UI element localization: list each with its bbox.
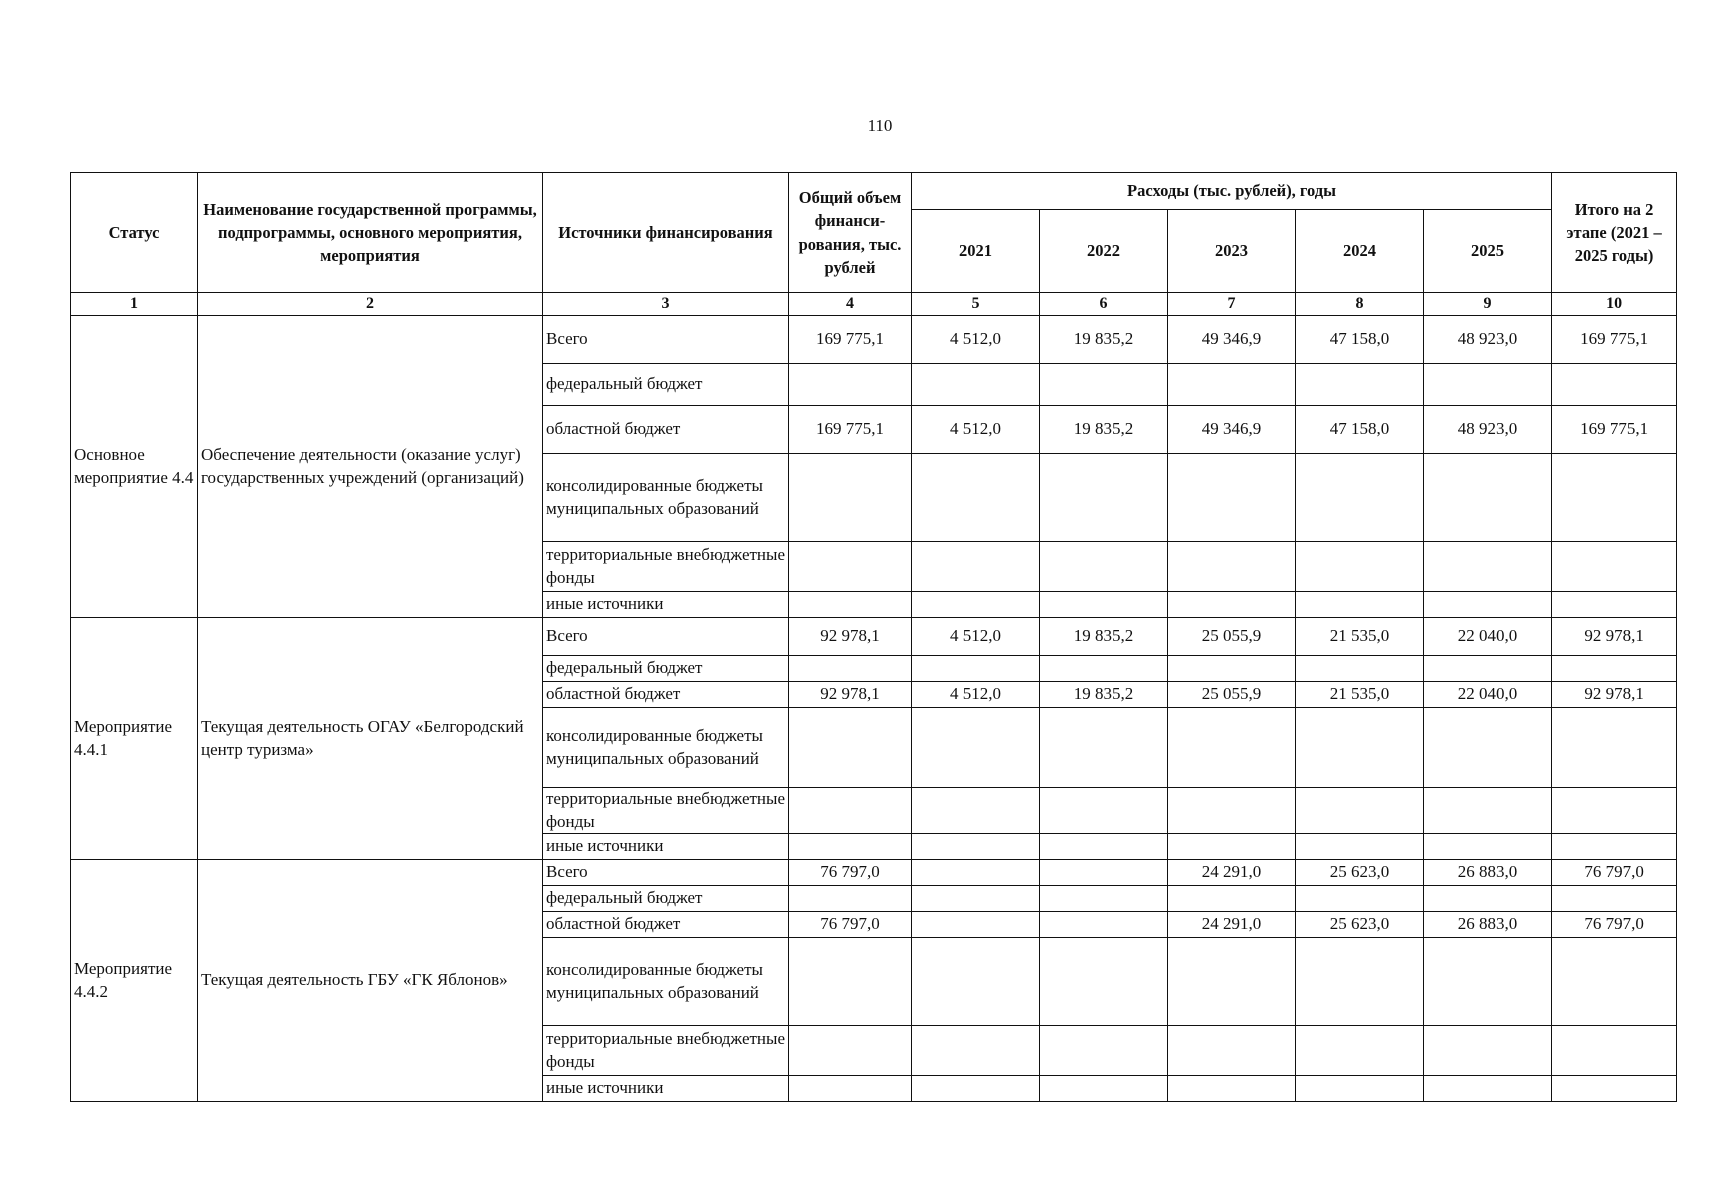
year-2025-cell — [1424, 656, 1552, 682]
column-number: 3 — [543, 293, 789, 316]
budget-table — [70, 172, 1677, 1102]
total-cell: 76 797,0 — [789, 860, 912, 886]
year-2022-cell — [1040, 912, 1168, 938]
year-2021-cell — [912, 860, 1040, 886]
year-2023-cell — [1168, 1026, 1296, 1076]
year-2021-cell — [912, 592, 1040, 618]
total-cell — [789, 454, 912, 542]
year-2025-cell — [1424, 788, 1552, 834]
year-2025-cell — [1424, 708, 1552, 788]
year-2025-cell: 26 883,0 — [1424, 912, 1552, 938]
year-2022-cell — [1040, 454, 1168, 542]
year-2023-cell: 24 291,0 — [1168, 912, 1296, 938]
table-row — [71, 860, 1677, 886]
year-2023-cell — [1168, 542, 1296, 592]
year-2025-cell — [1424, 834, 1552, 860]
year-2022-cell — [1040, 542, 1168, 592]
column-number: 5 — [912, 293, 1040, 316]
year-2024-cell — [1296, 1026, 1424, 1076]
year-2023-cell: 49 346,9 — [1168, 406, 1296, 454]
year-2023-cell — [1168, 656, 1296, 682]
status-cell: Мероприятие 4.4.1 — [71, 618, 198, 860]
stage-total-cell: 169 775,1 — [1552, 316, 1677, 364]
table-row — [71, 316, 1677, 364]
year-2022-cell — [1040, 364, 1168, 406]
funding-source-cell: консолидированные бюджеты муниципальных образований — [543, 454, 789, 542]
stage-total-cell — [1552, 886, 1677, 912]
stage-total-cell — [1552, 542, 1677, 592]
year-2022-cell: 19 835,2 — [1040, 406, 1168, 454]
year-2024-cell — [1296, 592, 1424, 618]
column-number: 10 — [1552, 293, 1677, 316]
year-2025-cell — [1424, 454, 1552, 542]
stage-total-cell — [1552, 592, 1677, 618]
year-2022-cell — [1040, 860, 1168, 886]
year-2024-cell: 47 158,0 — [1296, 406, 1424, 454]
stage-total-cell: 76 797,0 — [1552, 912, 1677, 938]
total-cell: 92 978,1 — [789, 618, 912, 656]
funding-source-cell: иные источники — [543, 1076, 789, 1102]
year-2024-cell: 25 623,0 — [1296, 912, 1424, 938]
funding-source-cell: консолидированные бюджеты муниципальных образований — [543, 938, 789, 1026]
column-number: 4 — [789, 293, 912, 316]
total-cell — [789, 592, 912, 618]
program-name-cell: Обеспечение деятельности (оказание услуг) государственных учреждений (организаций) — [198, 316, 543, 618]
year-2021-cell — [912, 708, 1040, 788]
column-number: 6 — [1040, 293, 1168, 316]
stage-total-cell — [1552, 1076, 1677, 1102]
header-year: 2025 — [1424, 210, 1552, 293]
stage-total-cell: 92 978,1 — [1552, 618, 1677, 656]
year-2025-cell — [1424, 542, 1552, 592]
year-2021-cell: 4 512,0 — [912, 682, 1040, 708]
year-2022-cell — [1040, 656, 1168, 682]
year-2025-cell: 22 040,0 — [1424, 682, 1552, 708]
year-2022-cell — [1040, 834, 1168, 860]
funding-source-cell: территориальные внебюджетные фонды — [543, 788, 789, 834]
year-2025-cell — [1424, 886, 1552, 912]
status-cell: Основное мероприятие 4.4 — [71, 316, 198, 618]
year-2025-cell: 22 040,0 — [1424, 618, 1552, 656]
year-2024-cell: 21 535,0 — [1296, 618, 1424, 656]
year-2025-cell — [1424, 592, 1552, 618]
page-number: 110 — [867, 116, 893, 135]
year-2023-cell — [1168, 1076, 1296, 1102]
year-2023-cell: 25 055,9 — [1168, 682, 1296, 708]
total-cell — [789, 1076, 912, 1102]
stage-total-cell — [1552, 708, 1677, 788]
total-cell — [789, 708, 912, 788]
year-2021-cell: 4 512,0 — [912, 618, 1040, 656]
stage-total-cell: 92 978,1 — [1552, 682, 1677, 708]
year-2022-cell — [1040, 788, 1168, 834]
funding-source-cell: Всего — [543, 316, 789, 364]
year-2024-cell: 25 623,0 — [1296, 860, 1424, 886]
stage-total-cell — [1552, 454, 1677, 542]
stage-total-cell: 169 775,1 — [1552, 406, 1677, 454]
header-expenses-group: Расходы (тыс. рублей), годы — [912, 173, 1552, 210]
table-body — [71, 316, 1677, 1102]
total-cell: 92 978,1 — [789, 682, 912, 708]
year-2025-cell — [1424, 938, 1552, 1026]
column-number: 1 — [71, 293, 198, 316]
total-cell — [789, 656, 912, 682]
year-2024-cell — [1296, 656, 1424, 682]
funding-source-cell: областной бюджет — [543, 682, 789, 708]
header-row-top — [71, 173, 1677, 210]
year-2021-cell: 4 512,0 — [912, 316, 1040, 364]
year-2024-cell — [1296, 938, 1424, 1026]
year-2022-cell: 19 835,2 — [1040, 682, 1168, 708]
year-2025-cell — [1424, 1026, 1552, 1076]
year-2023-cell: 25 055,9 — [1168, 618, 1296, 656]
column-number-row — [71, 293, 1677, 316]
year-2022-cell — [1040, 886, 1168, 912]
year-2023-cell — [1168, 592, 1296, 618]
year-2025-cell — [1424, 364, 1552, 406]
column-number: 7 — [1168, 293, 1296, 316]
year-2022-cell — [1040, 708, 1168, 788]
stage-total-cell — [1552, 938, 1677, 1026]
stage-total-cell: 76 797,0 — [1552, 860, 1677, 886]
header-year: 2023 — [1168, 210, 1296, 293]
column-number: 2 — [198, 293, 543, 316]
total-cell: 169 775,1 — [789, 406, 912, 454]
funding-source-cell: иные источники — [543, 834, 789, 860]
year-2022-cell: 19 835,2 — [1040, 316, 1168, 364]
year-2023-cell — [1168, 886, 1296, 912]
funding-source-cell: федеральный бюджет — [543, 656, 789, 682]
header-name: Наименование государственной программы, подпрограммы, основного мероприятия, мероприятия — [198, 173, 543, 293]
year-2025-cell — [1424, 1076, 1552, 1102]
year-2021-cell — [912, 886, 1040, 912]
header-year: 2024 — [1296, 210, 1424, 293]
year-2024-cell: 47 158,0 — [1296, 316, 1424, 364]
total-cell: 169 775,1 — [789, 316, 912, 364]
total-cell — [789, 542, 912, 592]
year-2024-cell — [1296, 1076, 1424, 1102]
year-2021-cell — [912, 938, 1040, 1026]
funding-source-cell: территориальные внебюджетные фонды — [543, 1026, 789, 1076]
year-2024-cell — [1296, 364, 1424, 406]
stage-total-cell — [1552, 788, 1677, 834]
year-2021-cell — [912, 454, 1040, 542]
year-2021-cell — [912, 656, 1040, 682]
year-2021-cell: 4 512,0 — [912, 406, 1040, 454]
year-2023-cell — [1168, 788, 1296, 834]
year-2024-cell — [1296, 454, 1424, 542]
funding-source-cell: консолидированные бюджеты муниципальных образований — [543, 708, 789, 788]
year-2021-cell — [912, 364, 1040, 406]
header-status: Статус — [71, 173, 198, 293]
year-2024-cell — [1296, 886, 1424, 912]
total-cell — [789, 886, 912, 912]
funding-source-cell: федеральный бюджет — [543, 886, 789, 912]
year-2022-cell — [1040, 938, 1168, 1026]
year-2021-cell — [912, 542, 1040, 592]
stage-total-cell — [1552, 656, 1677, 682]
funding-source-cell: областной бюджет — [543, 406, 789, 454]
year-2024-cell — [1296, 542, 1424, 592]
header-stage-total: Итого на 2 этапе (2021 – 2025 годы) — [1552, 173, 1677, 293]
year-2024-cell — [1296, 708, 1424, 788]
year-2021-cell — [912, 788, 1040, 834]
year-2024-cell: 21 535,0 — [1296, 682, 1424, 708]
total-cell: 76 797,0 — [789, 912, 912, 938]
stage-total-cell — [1552, 834, 1677, 860]
year-2024-cell — [1296, 834, 1424, 860]
total-cell — [789, 788, 912, 834]
year-2023-cell: 24 291,0 — [1168, 860, 1296, 886]
program-name-cell: Текущая деятельность ГБУ «ГК Яблонов» — [198, 860, 543, 1102]
funding-source-cell: федеральный бюджет — [543, 364, 789, 406]
header-year: 2021 — [912, 210, 1040, 293]
funding-source-cell: иные источники — [543, 592, 789, 618]
year-2025-cell: 48 923,0 — [1424, 406, 1552, 454]
status-cell: Мероприятие 4.4.2 — [71, 860, 198, 1102]
year-2023-cell: 49 346,9 — [1168, 316, 1296, 364]
year-2022-cell: 19 835,2 — [1040, 618, 1168, 656]
total-cell — [789, 834, 912, 860]
year-2023-cell — [1168, 364, 1296, 406]
year-2021-cell — [912, 1026, 1040, 1076]
year-2023-cell — [1168, 938, 1296, 1026]
year-2021-cell — [912, 912, 1040, 938]
table-row — [71, 618, 1677, 656]
column-number: 8 — [1296, 293, 1424, 316]
year-2023-cell — [1168, 708, 1296, 788]
year-2023-cell — [1168, 454, 1296, 542]
header-year: 2022 — [1040, 210, 1168, 293]
header-total: Общий объем финанси-рования, тыс. рублей — [789, 173, 912, 293]
year-2025-cell: 48 923,0 — [1424, 316, 1552, 364]
program-name-cell: Текущая деятельность ОГАУ «Белгородский центр туризма» — [198, 618, 543, 860]
stage-total-cell — [1552, 1026, 1677, 1076]
year-2024-cell — [1296, 788, 1424, 834]
year-2023-cell — [1168, 834, 1296, 860]
year-2021-cell — [912, 1076, 1040, 1102]
header-sources: Источники финансирования — [543, 173, 789, 293]
funding-source-cell: Всего — [543, 618, 789, 656]
total-cell — [789, 364, 912, 406]
funding-source-cell: областной бюджет — [543, 912, 789, 938]
funding-source-cell: территориальные внебюджетные фонды — [543, 542, 789, 592]
stage-total-cell — [1552, 364, 1677, 406]
year-2022-cell — [1040, 1076, 1168, 1102]
year-2025-cell: 26 883,0 — [1424, 860, 1552, 886]
column-number: 9 — [1424, 293, 1552, 316]
funding-source-cell: Всего — [543, 860, 789, 886]
year-2022-cell — [1040, 1026, 1168, 1076]
year-2021-cell — [912, 834, 1040, 860]
total-cell — [789, 938, 912, 1026]
total-cell — [789, 1026, 912, 1076]
year-2022-cell — [1040, 592, 1168, 618]
